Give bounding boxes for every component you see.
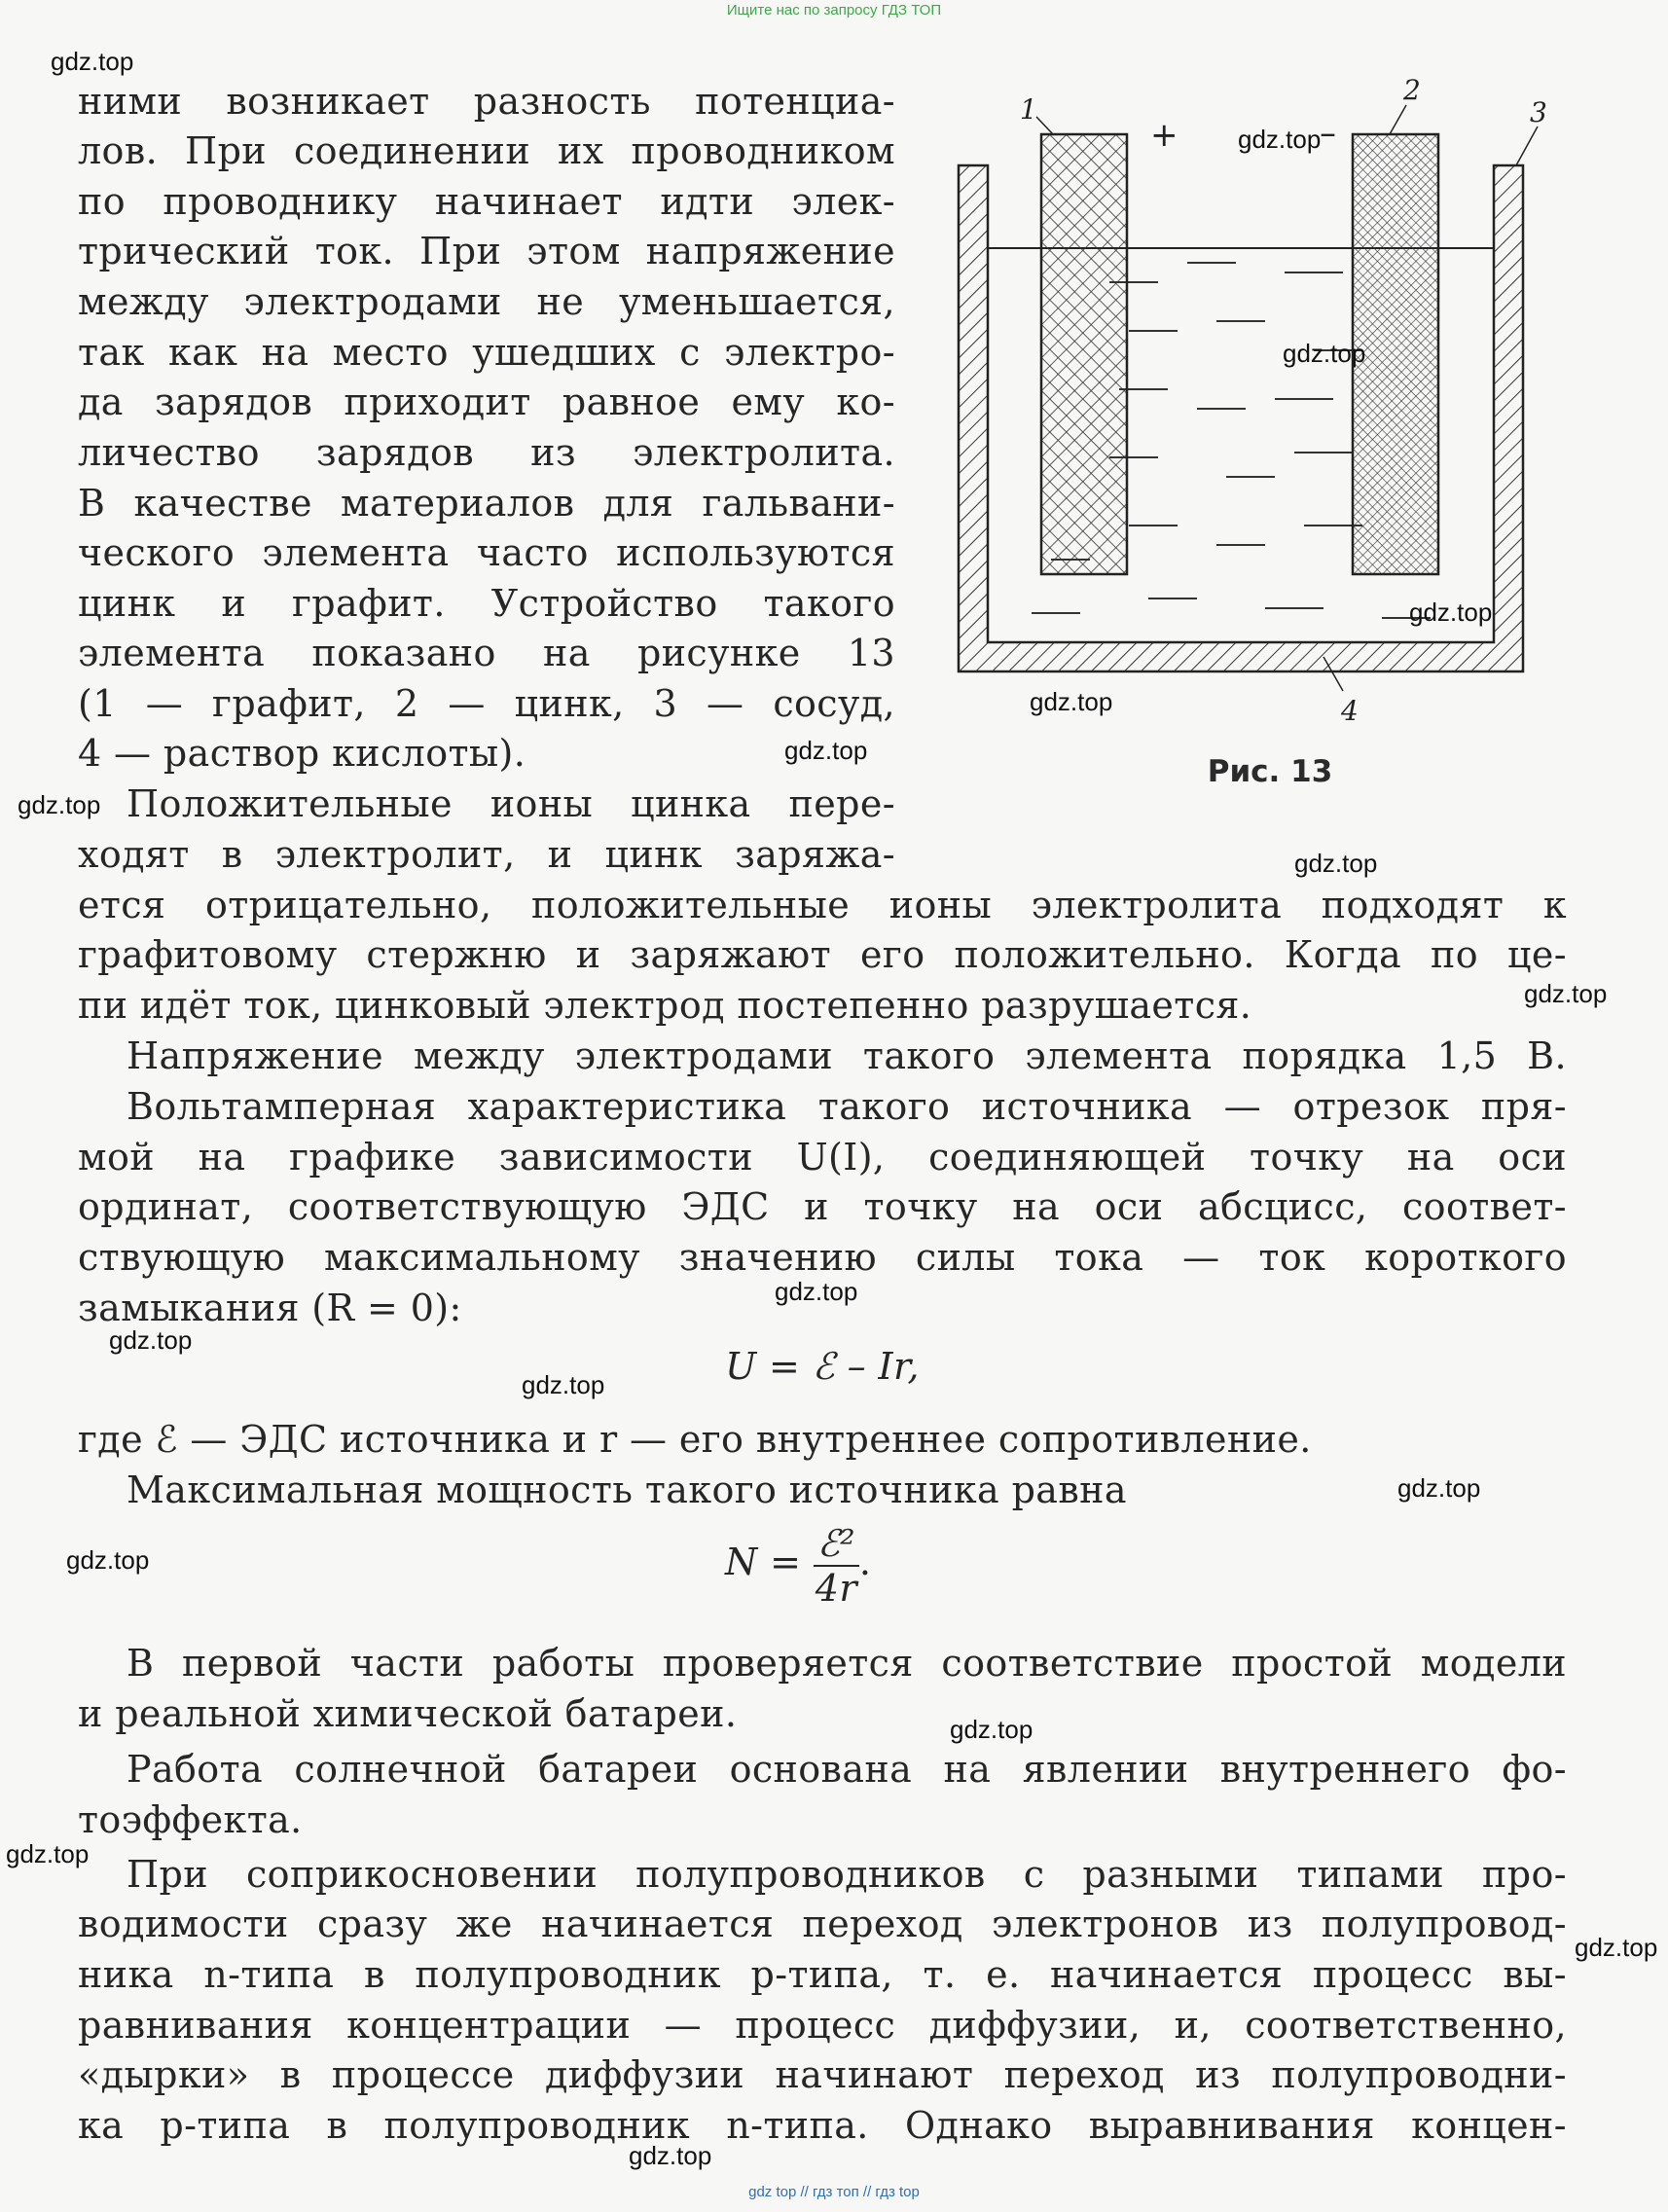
text-line: замыкания (R = 0): [78,1287,462,1329]
text-line: и реальной химической батареи. [78,1692,738,1735]
label-3: 3 [1530,96,1547,128]
watermark: gdz.top [1575,1933,1658,1962]
formula-denominator: 4r [815,1566,857,1610]
label-4: 4 [1341,695,1359,727]
text-line: тоэффекта. [78,1798,303,1841]
watermark: gdz.top [1409,598,1493,627]
watermark: gdz.top [950,1715,1033,1744]
watermark: gdz.top [1524,979,1608,1008]
text-line: пи идёт ток, цинковый электрод постепенно разрушается. [78,984,1252,1027]
text-line: ствующую максимальному значению силы тока — ток короткого [78,1236,1567,1279]
text-line: личество зарядов из электролита. [78,431,895,474]
text-line: В первой части работы проверяется соответствие простой модели [127,1642,1567,1685]
text-line: по проводнику начинает идти элек- [78,180,895,223]
text-line: ческого элемента часто используются [78,531,895,574]
watermark: gdz.top [6,1839,90,1868]
text-line: При соприкосновении полупроводников с разными типами про- [127,1853,1567,1896]
watermark: gdz.top [1397,1473,1481,1503]
text-line: Максимальная мощность такого источника равна [127,1469,1127,1511]
text-line: В качестве материалов для гальвани- [78,482,895,525]
text-line: ходят в электролит, и цинк заряжа- [78,833,895,876]
text-line: элемента показано на рисунке 13 [78,632,895,674]
text-line: равнивания концентрации — процесс диффузии, и, соответственно, [78,2004,1567,2047]
text-line: где ℰ — ЭДС источника и r — его внутреннее сопротивление. [78,1418,1312,1461]
text-line: да зарядов приходит равное ему ко- [78,381,895,423]
watermark: gdz.top [1030,687,1113,716]
watermark: gdz.top [1283,339,1366,368]
watermark: gdz.top [66,1545,150,1575]
text-line: ка p-типа в полупроводник n-типа. Однако выравнивания концен- [78,2104,1567,2147]
text-line: трический ток. При этом напряжение [78,230,895,272]
text-line: ними возникает разность потенциа- [78,80,895,123]
text-line: лов. При соединении их проводником [78,129,895,172]
watermark: gdz.top [784,736,868,765]
formula-max-power [725,1513,871,1611]
text-line: Положительные ионы цинка пере- [127,782,895,825]
text-line: Вольтамперная характеристика такого источника — отрезок пря- [127,1085,1567,1128]
text-line: так как на место ушедших с электро- [78,331,895,374]
watermark: gdz.top [18,790,101,819]
text-line: «дырки» в процессе диффузии начинают переход из полупроводни- [78,2053,1567,2096]
formula-end: . [858,1541,872,1583]
formula-numerator: ℰ² [814,1522,859,1567]
formula-emf: U = ℰ – Ir, [725,1345,920,1388]
graphite-electrode [1041,134,1127,574]
watermark: gdz.top [775,1277,858,1306]
formula-left: N = [725,1541,802,1583]
label-2: 2 [1403,74,1421,106]
bottom-banner[interactable]: gdz top // гдз топ // гдз top [748,2184,920,2200]
watermark: gdz.top [522,1370,605,1399]
figure-caption: Рис. 13 [1207,754,1333,789]
text-line: ника n-типа в полупроводник p-типа, т. е. начинается процесс вы- [78,1953,1567,1996]
plus-sign: + [1150,116,1178,155]
watermark: gdz.top [51,47,134,76]
text-line: цинк и графит. Устройство такого [78,582,895,625]
text-line: мой на графике зависимости U(I), соединяющей точку на оси [78,1136,1567,1179]
text-line: ется отрицательно, положительные ионы электролита подходят к [78,884,1567,926]
watermark: gdz.top [109,1325,193,1355]
galvanic-cell-figure [934,68,1557,749]
text-line: ординат, соответствующую ЭДС и точку на оси абсцисс, соответ- [78,1185,1567,1228]
text-line: (1 — графит, 2 — цинк, 3 — сосуд, [78,682,895,725]
text-line: графитовому стержню и заряжают его положительно. Когда по це- [78,933,1567,976]
top-banner[interactable]: Ищите нас по запросу ГДЗ ТОП [726,2,942,18]
minus-sign: – [1320,114,1336,153]
watermark: gdz.top [1294,849,1378,878]
text-line: Напряжение между электродами такого элемента порядка 1,5 В. [127,1034,1567,1077]
watermark: gdz.top [629,2141,712,2170]
text-line: Работа солнечной батареи основана на явлении внутреннего фо- [127,1748,1567,1791]
watermark: gdz.top [1238,125,1322,154]
text-line: 4 — раствор кислоты). [78,732,526,775]
text-line: водимости сразу же начинается переход электронов из полупровод- [78,1903,1567,1945]
label-1: 1 [1020,93,1037,126]
formula-fraction [814,1522,859,1610]
text-line: между электродами не уменьшается, [78,280,895,323]
